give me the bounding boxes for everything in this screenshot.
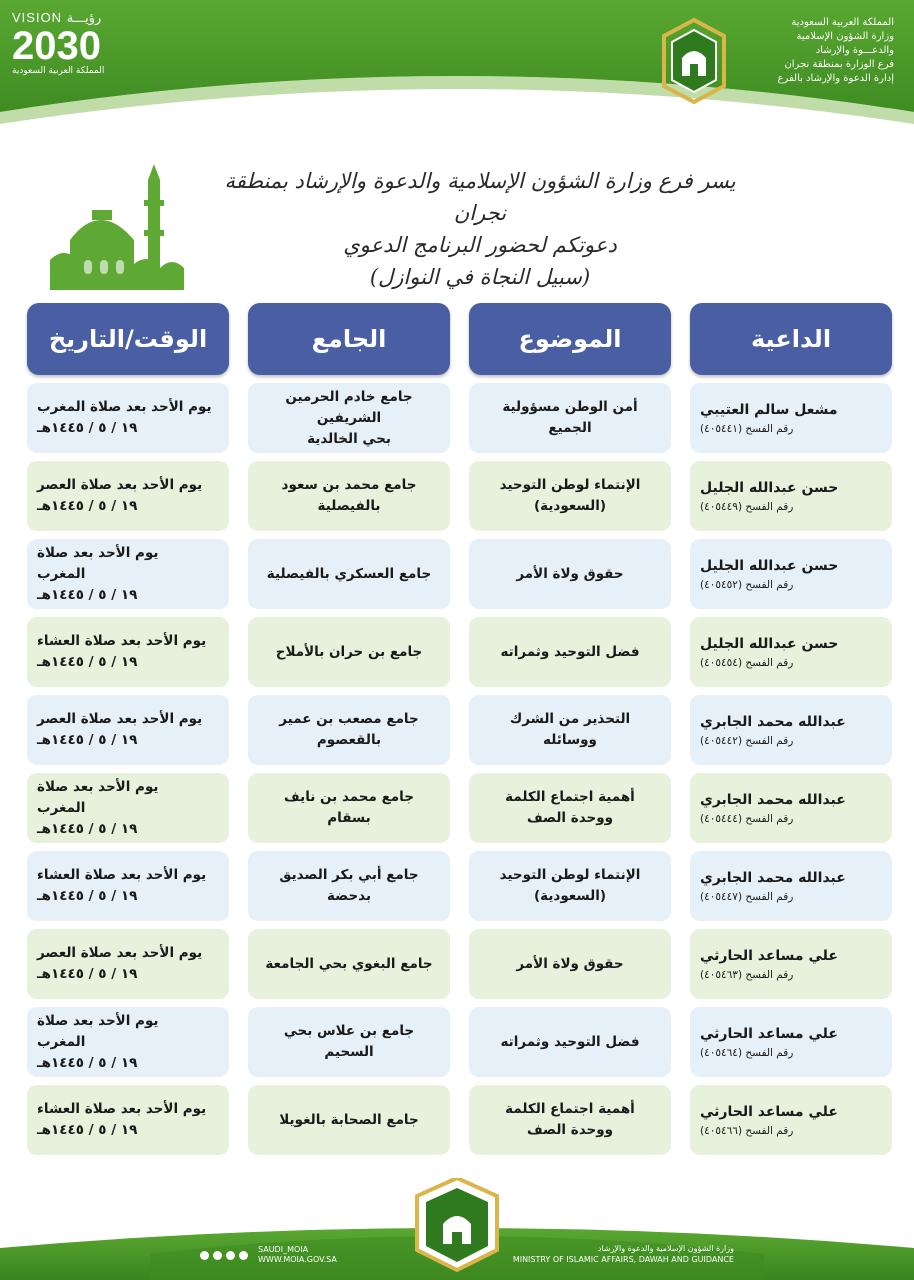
preacher-name: علي مساعد الحارثي: [700, 1103, 838, 1120]
topic-line: (السعودية): [533, 498, 607, 514]
topic-cell: [469, 773, 671, 843]
topic-line: حقوق ولاة الأمر: [516, 565, 624, 582]
table-row: [26, 851, 892, 921]
social-handle[interactable]: SAUDI_MOIA: [258, 1245, 309, 1254]
mosque-silhouette-icon: [50, 160, 190, 290]
footer-ministry-en: MINISTRY OF ISLAMIC AFFAIRS, DAWAH AND GUIDANCE: [512, 1255, 734, 1264]
time-line: ١٩ / ٥ / ١٤٤٥هـ: [37, 1122, 138, 1138]
time-line: يوم الأحد بعد صلاة المغرب: [37, 399, 212, 415]
mosque-line: جامع البغوي بحي الجامعة: [265, 955, 433, 972]
topic-line: ووحدة الصف: [526, 1122, 614, 1138]
time-cell: [27, 1085, 229, 1155]
invitation-line-2: دعوتكم لحضور البرنامج الدعوي: [343, 233, 617, 257]
topic-line: حقوق ولاة الأمر: [516, 955, 624, 972]
topic-cell: [469, 851, 671, 921]
mosque-line: جامع بن حران بالأملاح: [275, 643, 423, 660]
mosque-line: بالقعصوم: [316, 732, 382, 748]
ministry-line: وزارة الشؤون الإسلامية: [796, 31, 894, 42]
vision-sub-text: المملكة العربية السعودية: [12, 66, 105, 76]
preacher-cell: [690, 617, 892, 687]
topic-line: أهمية اجتماع الكلمة: [505, 789, 635, 805]
topic-line: الجميع: [548, 420, 592, 436]
time-cell: [27, 461, 229, 531]
ministry-line: إدارة الدعوة والإرشاد بالفرع: [777, 73, 894, 84]
permit-number: رقم الفسح (٤٠٥٤٥٢): [700, 578, 794, 591]
mosque-line: بسقام: [327, 810, 371, 826]
time-line: يوم الأحد بعد صلاة العصر: [37, 945, 203, 961]
permit-number: رقم الفسح (٤٠٥٤٦٣): [700, 968, 794, 981]
permit-number: رقم الفسح (٤٠٥٤٤٩): [700, 500, 794, 513]
topic-line: (السعودية): [533, 888, 607, 904]
header-preacher: الداعية: [690, 303, 892, 375]
mosque-line: جامع محمد بن نايف: [284, 789, 414, 805]
ministry-line: المملكة العربية السعودية: [791, 17, 894, 28]
time-line: ١٩ / ٥ / ١٤٤٥هـ: [37, 966, 138, 982]
permit-number: رقم الفسح (٤٠٥٤٤١): [700, 422, 794, 435]
mosque-cell: [248, 1007, 450, 1077]
permit-number: رقم الفسح (٤٠٥٤٤٢): [700, 734, 794, 747]
preacher-name: علي مساعد الحارثي: [700, 1025, 838, 1042]
header-time-date: الوقت/التاريخ: [27, 303, 229, 375]
footer-ministry: [513, 1243, 734, 1265]
mosque-line: بالفيصلية: [317, 498, 381, 514]
mosque-line: جامع بن علاس بحي: [283, 1023, 415, 1039]
preacher-name: عبدالله محمد الجابري: [700, 869, 846, 886]
invitation-line-3: (سبيل النجاة في النوازل): [369, 265, 591, 289]
vision-2030-logo: [12, 10, 132, 90]
topic-cell: [469, 695, 671, 765]
ministry-lines: [744, 16, 894, 86]
table-row: [26, 695, 892, 765]
time-line: ١٩ / ٥ / ١٤٤٥هـ: [37, 732, 138, 748]
time-line: ١٩ / ٥ / ١٤٤٥هـ: [37, 586, 138, 603]
mosque-line: جامع خادم الحرمين الشريفين: [285, 388, 413, 426]
mosque-cell: [248, 383, 450, 453]
table-row: [26, 461, 892, 531]
table-row: [26, 929, 892, 999]
mosque-line: جامع أبي بكر الصديق: [279, 867, 419, 883]
topic-cell: [469, 383, 671, 453]
topic-line: الإنتماء لوطن التوحيد: [499, 477, 641, 493]
mosque-line: جامع مصعب بن عمير: [279, 711, 419, 727]
time-line: يوم الأحد بعد صلاة: [37, 544, 159, 561]
mosque-line: جامع العسكري بالفيصلية: [266, 565, 432, 582]
preacher-cell: [690, 695, 892, 765]
preacher-cell: [690, 1085, 892, 1155]
schedule-table: [26, 303, 892, 1155]
topic-line: التحذير من الشرك: [509, 711, 631, 727]
table-row: [26, 617, 892, 687]
header-banner: [0, 0, 914, 150]
topic-line: الإنتماء لوطن التوحيد: [499, 867, 641, 883]
preacher-cell: [690, 929, 892, 999]
footer-social: [200, 1245, 337, 1265]
time-line: يوم الأحد بعد صلاة العشاء: [37, 867, 207, 883]
invitation-line-1: يسر فرع وزارة الشؤون الإسلامية والدعوة والإرشاد بمنطقة نجران: [224, 169, 736, 225]
table-header-row: [26, 303, 892, 375]
table-row: [26, 773, 892, 843]
social-icon[interactable]: [200, 1251, 209, 1260]
time-line: ١٩ / ٥ / ١٤٤٥هـ: [37, 420, 138, 436]
topic-line: ووسائله: [543, 732, 597, 748]
mosque-cell: [248, 617, 450, 687]
time-cell: [27, 617, 229, 687]
permit-number: رقم الفسح (٤٠٥٤٤٤): [700, 812, 794, 825]
preacher-name: حسن عبدالله الجليل: [700, 479, 839, 496]
topic-cell: [469, 461, 671, 531]
ministry-line: والدعـــوة والإرشاد: [815, 45, 894, 56]
table-row: [26, 1085, 892, 1155]
preacher-cell: [690, 383, 892, 453]
time-line: يوم الأحد بعد صلاة: [37, 1012, 159, 1029]
time-line: المغرب: [37, 565, 86, 582]
topic-line: فضل التوحيد وثمراته: [500, 1033, 640, 1050]
invitation-text: [200, 165, 760, 293]
preacher-name: مشعل سالم العتيبي: [700, 401, 838, 418]
permit-number: رقم الفسح (٤٠٥٤٦٤): [700, 1046, 794, 1059]
topic-cell: [469, 617, 671, 687]
time-line: ١٩ / ٥ / ١٤٤٥هـ: [37, 654, 138, 670]
time-line: ١٩ / ٥ / ١٤٤٥هـ: [37, 888, 138, 904]
social-icon[interactable]: [226, 1251, 235, 1260]
topic-line: فضل التوحيد وثمراته: [500, 643, 640, 660]
preacher-name: حسن عبدالله الجليل: [700, 635, 839, 652]
table-row: [26, 383, 892, 453]
time-line: يوم الأحد بعد صلاة العصر: [37, 477, 203, 493]
preacher-name: عبدالله محمد الجابري: [700, 713, 846, 730]
time-line: يوم الأحد بعد صلاة العصر: [37, 711, 203, 727]
social-icon[interactable]: [213, 1251, 222, 1260]
mosque-line: جامع الصحابة بالغويلا: [279, 1111, 419, 1128]
preacher-cell: [690, 539, 892, 609]
time-line: ١٩ / ٥ / ١٤٤٥هـ: [37, 1054, 138, 1071]
time-line: ١٩ / ٥ / ١٤٤٥هـ: [37, 820, 138, 837]
mosque-cell: [248, 1085, 450, 1155]
mosque-cell: [248, 461, 450, 531]
time-cell: [27, 851, 229, 921]
topic-cell: [469, 539, 671, 609]
mosque-line: بحي الخالدية: [307, 430, 391, 447]
preacher-cell: [690, 773, 892, 843]
table-row: [26, 539, 892, 609]
topic-line: أمن الوطن مسؤولية: [502, 399, 638, 415]
mosque-cell: [248, 773, 450, 843]
time-cell: [27, 539, 229, 609]
topic-line: ووحدة الصف: [526, 810, 614, 826]
permit-number: رقم الفسح (٤٠٥٤٦٦): [700, 1124, 794, 1137]
preacher-cell: [690, 851, 892, 921]
topic-line: أهمية اجتماع الكلمة: [505, 1101, 635, 1117]
time-cell: [27, 383, 229, 453]
mosque-cell: [248, 539, 450, 609]
preacher-cell: [690, 1007, 892, 1077]
permit-number: رقم الفسح (٤٠٥٤٤٧): [700, 890, 794, 903]
time-line: ١٩ / ٥ / ١٤٤٥هـ: [37, 498, 138, 514]
mosque-cell: [248, 851, 450, 921]
footer-background: [0, 1178, 914, 1280]
mosque-cell: [248, 695, 450, 765]
preacher-name: حسن عبدالله الجليل: [700, 557, 839, 574]
website-link[interactable]: WWW.MOIA.GOV.SA: [258, 1255, 337, 1264]
preacher-name: علي مساعد الحارثي: [700, 947, 838, 964]
time-line: يوم الأحد بعد صلاة العشاء: [37, 1101, 207, 1117]
social-icon[interactable]: [239, 1251, 248, 1260]
preacher-cell: [690, 461, 892, 531]
time-cell: [27, 695, 229, 765]
vision-top-text: VISION رؤيـــة: [12, 10, 102, 25]
header-topic: الموضوع: [469, 303, 671, 375]
header-mosque: الجامع: [248, 303, 450, 375]
mosque-line: بدحضة: [326, 888, 372, 904]
ministry-branding: [654, 16, 894, 106]
time-cell: [27, 1007, 229, 1077]
time-line: يوم الأحد بعد صلاة: [37, 778, 159, 795]
ministry-line: فرع الوزارة بمنطقة نجران: [784, 59, 894, 70]
table-row: [26, 1007, 892, 1077]
permit-number: رقم الفسح (٤٠٥٤٥٤): [700, 656, 794, 669]
time-line: المغرب: [37, 1033, 86, 1050]
mosque-line: جامع محمد بن سعود: [281, 477, 417, 493]
time-line: يوم الأحد بعد صلاة العشاء: [37, 633, 207, 649]
mosque-line: السحيم: [324, 1044, 374, 1060]
topic-cell: [469, 1085, 671, 1155]
time-cell: [27, 929, 229, 999]
footer-banner: [0, 1178, 914, 1280]
preacher-name: عبدالله محمد الجابري: [700, 791, 846, 808]
topic-cell: [469, 929, 671, 999]
time-cell: [27, 773, 229, 843]
time-line: المغرب: [37, 799, 86, 816]
topic-cell: [469, 1007, 671, 1077]
footer-ministry-ar: وزارة الشؤون الإسلامية والدعوة والإرشاد: [597, 1244, 734, 1253]
mosque-cell: [248, 929, 450, 999]
ministry-emblem-icon: [654, 16, 734, 106]
vision-number: 2030: [12, 24, 101, 68]
